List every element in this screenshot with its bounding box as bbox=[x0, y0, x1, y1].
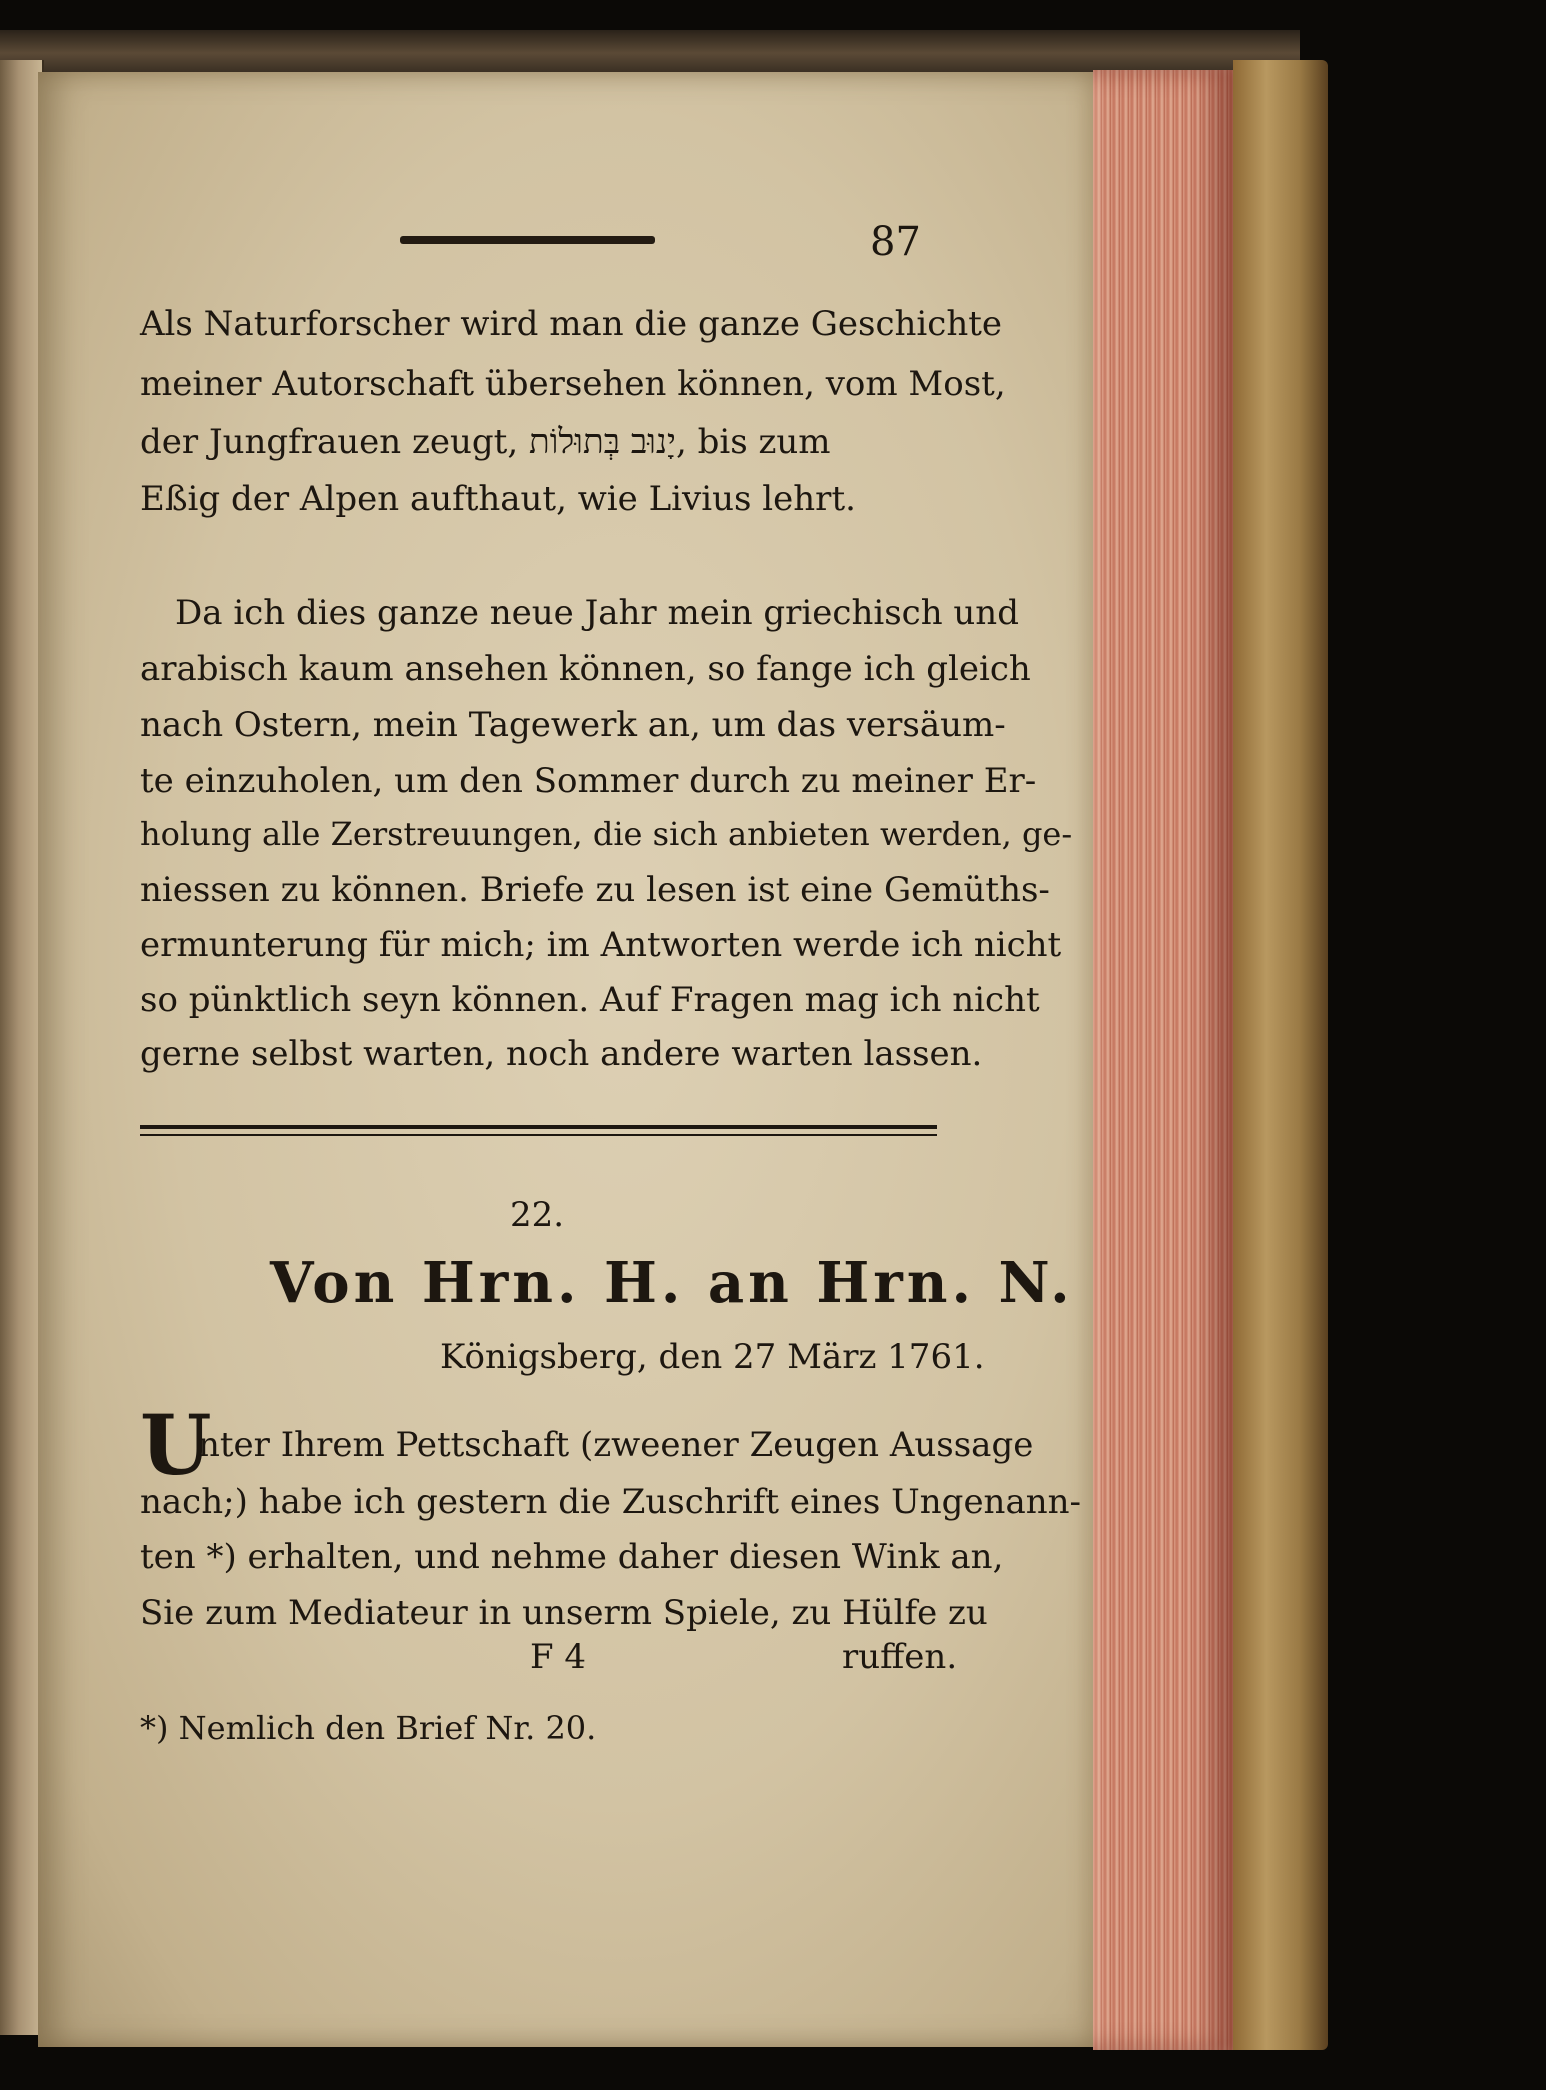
paragraph1-line: Eßig der Alpen aufthaut, wie Livius lehrt. bbox=[140, 479, 856, 519]
red-page-edges bbox=[1093, 70, 1233, 2050]
paragraph2-line: Da ich dies ganze neue Jahr mein griechisch und bbox=[175, 593, 1019, 633]
letter-line: ten *) erhalten, und nehme daher diesen Wink an, bbox=[140, 1537, 1004, 1577]
drop-cap: U bbox=[140, 1398, 212, 1494]
paragraph1-line: Als Naturforscher wird man die ganze Geschichte bbox=[140, 304, 1003, 344]
paragraph2-line: niessen zu können. Briefe zu lesen ist eine Gemüths- bbox=[140, 870, 1050, 910]
separator-rule bbox=[140, 1125, 937, 1129]
letter-line: nach;) habe ich gestern die Zuschrift eines Ungenann- bbox=[140, 1482, 1082, 1522]
letter-line: nter Ihrem Pettschaft (zweener Zeugen Aussage bbox=[198, 1425, 1034, 1465]
paragraph1-line: meiner Autorschaft übersehen können, vom Most, bbox=[140, 364, 1006, 404]
signature-mark: F 4 bbox=[530, 1637, 587, 1677]
place-date: Königsberg, den 27 März 1761. bbox=[440, 1337, 985, 1377]
page-number: 87 bbox=[870, 219, 921, 265]
footnote: *) Nemlich den Brief Nr. 20. bbox=[140, 1709, 597, 1747]
letter-number: 22. bbox=[510, 1195, 565, 1235]
paragraph2-line: te einzuholen, um den Sommer durch zu meiner Er- bbox=[140, 761, 1037, 801]
paragraph2-line: holung alle Zerstreuungen, die sich anbieten werden, ge- bbox=[140, 815, 1073, 853]
binding-strip bbox=[0, 30, 1300, 72]
paragraph1-line: der Jungfrauen zeugt, יָנוּב בְּתוּלוֹת, bis zum bbox=[140, 422, 831, 462]
paragraph2-line: ermunterung für mich; im Antworten werde ich nicht bbox=[140, 925, 1062, 965]
paragraph2-line: gerne selbst warten, noch andere warten lassen. bbox=[140, 1034, 983, 1074]
separator-rule-thin bbox=[140, 1134, 937, 1136]
paragraph2-line: nach Ostern, mein Tagewerk an, um das versäum- bbox=[140, 705, 1006, 745]
catchword: ruffen. bbox=[842, 1637, 958, 1677]
letter-heading: Von Hrn. H. an Hrn. N. bbox=[270, 1250, 1074, 1316]
book-cover bbox=[1233, 60, 1328, 2050]
paragraph2-line: arabisch kaum ansehen können, so fange ich gleich bbox=[140, 649, 1031, 689]
letter-line: Sie zum Mediateur in unserm Spiele, zu Hülfe zu bbox=[140, 1593, 988, 1633]
paragraph2-line: so pünktlich seyn können. Auf Fragen mag ich nicht bbox=[140, 980, 1040, 1020]
header-rule bbox=[400, 236, 655, 244]
